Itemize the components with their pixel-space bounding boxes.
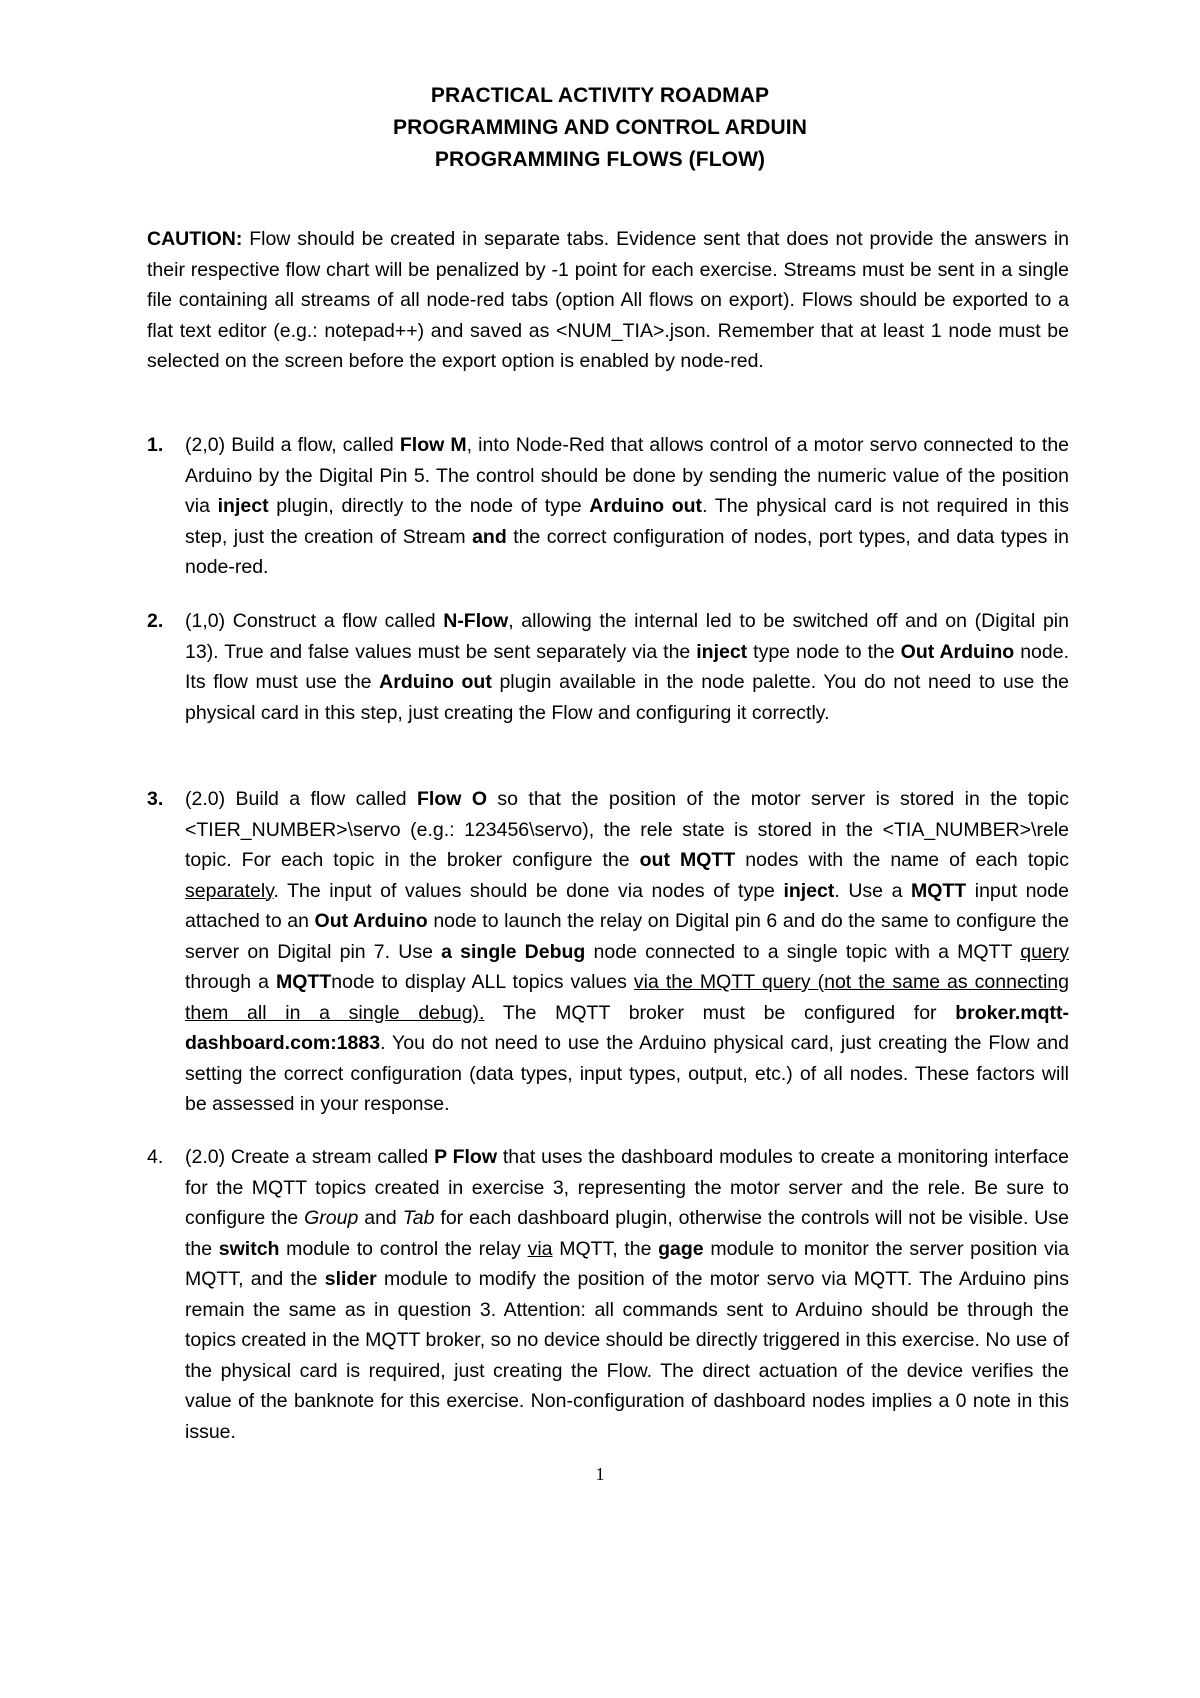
exercise-number: 4.	[147, 1146, 164, 1168]
text-segment: inject	[696, 640, 748, 663]
text-segment: . Use a	[834, 879, 911, 902]
text-segment: a single Debug	[441, 940, 586, 963]
exercise-4	[147, 1142, 1069, 1447]
text-segment: Out Arduino	[314, 910, 428, 932]
text-segment: node to launch the relay on Digital pin 6 and do the same to configure the server on Digital pin 7. Use	[185, 910, 1069, 963]
text-segment: (2,0) Build a flow, called	[185, 434, 400, 456]
text-segment: out MQTT	[639, 849, 736, 871]
text-segment: Tab	[402, 1207, 435, 1229]
text-segment: module to monitor the server position via MQTT, and the	[185, 1237, 1069, 1290]
text-segment: query	[1020, 940, 1069, 963]
text-segment: node to display ALL topics values	[331, 971, 634, 993]
text-segment: The MQTT broker must be configured for	[484, 1001, 956, 1024]
exercise-number: 2.	[147, 610, 164, 632]
exercise-text	[185, 430, 1069, 583]
text-segment: via	[527, 1237, 553, 1260]
text-segment: (2.0) Create a stream called	[185, 1146, 435, 1168]
text-segment: node. Its flow must use the	[185, 640, 1069, 693]
document-title: PRACTICAL ACTIVITY ROADMAP	[430, 84, 770, 107]
text-segment: MQTT	[276, 971, 332, 993]
exercise-text	[185, 1142, 1069, 1447]
text-segment: nodes with the name of each topic	[735, 849, 1070, 871]
text-segment: input node attached to an	[185, 879, 1069, 932]
text-segment: and	[472, 525, 507, 548]
exercise-3	[147, 784, 1069, 1120]
text-segment: Arduino out	[379, 671, 492, 693]
text-segment: N-Flow	[443, 610, 509, 632]
text-segment: through a	[185, 971, 277, 993]
text-segment: so that the position of the motor server is stored in the topic <TIER_NUMBER>\servo (e.g.: 123456\servo), the rele state is stored in the <TIA_NUMBER>\rele topic. For each topic in the broker configure the	[185, 788, 1069, 871]
exercise-number: 3.	[147, 788, 164, 810]
text-segment: Group	[304, 1207, 359, 1229]
text-segment: Out Arduino	[900, 640, 1015, 663]
text-segment: (2.0) Build a flow called	[185, 788, 417, 810]
document-subtitle-2: PROGRAMMING FLOWS (FLOW)	[434, 148, 766, 171]
text-segment: . The physical card is not required in this step, just the creation of Stream	[185, 495, 1069, 548]
text-segment: , allowing the internal led to be switched off and on (Digital pin 13). True and false values must be sent separately via the	[185, 610, 1069, 663]
text-segment: the correct configuration of nodes, port types, and data types in node-red.	[185, 525, 1069, 578]
text-segment: that uses the dashboard modules to create a monitoring interface for the MQTT topics created in exercise 3, representing the motor server and the rele. Be sure to configure the	[185, 1146, 1069, 1229]
text-segment: for each dashboard plugin, otherwise the controls will not be visible. Use the	[185, 1207, 1069, 1260]
text-segment: slider	[324, 1268, 377, 1290]
text-segment: node connected to a single topic with a MQTT	[585, 940, 1021, 963]
text-segment: plugin, directly to the node of type	[268, 495, 590, 517]
caution-label: CAUTION:	[147, 228, 243, 250]
text-segment: via the MQTT query (not the same as connecting them all in a single debug).	[185, 971, 1069, 1024]
exercise-text	[185, 606, 1069, 728]
text-segment: Flow M	[399, 434, 467, 456]
text-segment: P Flow	[434, 1146, 497, 1168]
text-segment: inject	[783, 879, 835, 902]
exercise-text	[185, 784, 1069, 1120]
text-segment: separately	[185, 879, 274, 902]
text-segment: module to modify the position of the motor servo via MQTT. The Arduino pins remain the same as in question 3. Attention: all commands sent to Arduino should be through the topics created in the MQTT broker, so no device should be directly triggered in this exercise. No use of the physical card is required, just creating the Flow. The direct actuation of the device verifies the value of the banknote for this exercise. Non-configuration of dashboard nodes implies a 0 note in this issue.	[185, 1268, 1069, 1443]
text-segment: MQTT, the	[552, 1237, 659, 1260]
text-segment: switch	[218, 1237, 280, 1260]
text-segment: module to control the relay	[279, 1237, 528, 1260]
text-segment: plugin available in the node palette. You do not need to use the physical card in this step, just creating the Flow and configuring it correctly.	[185, 671, 1070, 724]
exercise-number: 1.	[147, 434, 164, 456]
text-segment: and	[358, 1207, 403, 1229]
exercise-2	[147, 606, 1069, 728]
text-segment: , into Node-Red that allows control of a motor servo connected to the Arduino by the Digital Pin 5. The control should be done by sending the numeric value of the position via	[185, 434, 1070, 517]
text-segment: (1,0) Construct a flow called	[185, 610, 444, 632]
text-segment: type node to the	[747, 640, 901, 663]
exercise-1	[147, 430, 1069, 583]
text-segment: inject	[217, 495, 269, 517]
text-segment: Flow O	[417, 788, 487, 810]
text-segment: MQTT	[910, 879, 967, 902]
text-segment: . You do not need to use the Arduino physical card, just creating the Flow and setting the correct configuration (data types, input types, output, etc.) of all nodes. These factors will be assessed in your response.	[185, 1032, 1069, 1115]
text-segment: gage	[658, 1237, 704, 1260]
caution-text: Flow should be created in separate tabs. Evidence sent that does not provide the answers in their respective flow chart will be penalized by -1 point for each exercise. Streams must be sent in a single file containing all streams of all node-red tabs (option All flows on export). Flows should be exported to a flat text editor (e.g.: notepad++) and saved as <NUM_TIA>.json. Remember that at least 1 node must be selected on the screen before the export option is enabled by node-red.	[147, 228, 1069, 372]
text-segment: broker.mqtt-dashboard.com:1883	[185, 1001, 1069, 1054]
document-subtitle: PROGRAMMING AND CONTROL ARDUIN	[392, 116, 808, 139]
text-segment: . The input of values should be done via nodes of type	[273, 879, 784, 902]
title-block	[0, 80, 1200, 176]
text-segment: Arduino out	[589, 495, 703, 517]
page-number: 1	[595, 1464, 605, 1484]
caution-paragraph	[147, 224, 1069, 377]
